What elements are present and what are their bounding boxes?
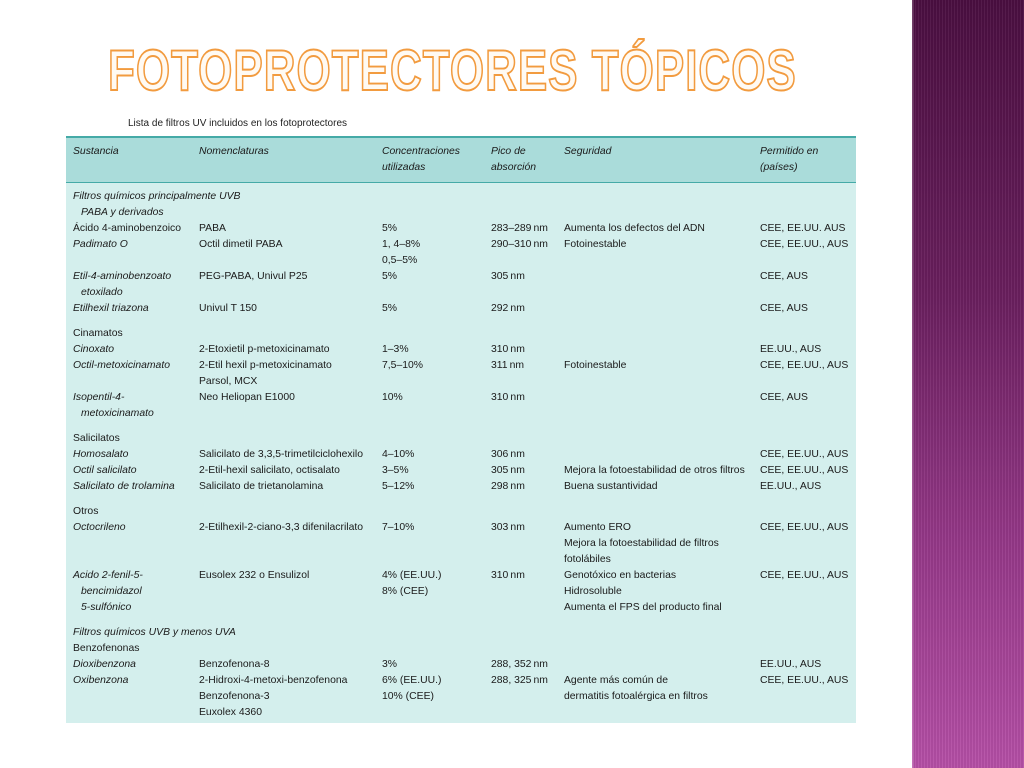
cell-substance <box>66 390 199 422</box>
cell-substance <box>66 237 199 269</box>
table-row <box>66 657 856 673</box>
cell-text: 2-Etoxietil p-metoxicinamato <box>199 344 330 355</box>
cell-text: EE.UU., AUS <box>760 481 822 492</box>
column-header-text: absorción <box>491 162 537 173</box>
cell-text: 306 nm <box>491 449 525 460</box>
cell-text: Salicilato de trolamina <box>73 481 175 492</box>
cell-permitted <box>760 447 856 463</box>
column-header-concentration <box>382 144 491 182</box>
cell-nomenclature <box>199 463 382 479</box>
cell-text: 8% (CEE) <box>382 586 429 597</box>
cell-text: CEE, EE.UU., AUS <box>760 360 849 371</box>
section-heading: Filtros químicos UVB y menos UVA <box>73 627 236 638</box>
filter-family <box>66 504 856 616</box>
cell-text: EE.UU., AUS <box>760 659 822 670</box>
cell-text: Ácido 4-aminobenzoico <box>73 223 182 234</box>
table-row <box>66 342 856 358</box>
column-header-text: utilizadas <box>382 162 426 173</box>
cell-substance <box>66 221 199 237</box>
cell-nomenclature <box>199 479 382 495</box>
cell-substance <box>66 463 199 479</box>
cell-substance <box>66 269 199 301</box>
column-header-text: Concentraciones <box>382 146 460 157</box>
cell-nomenclature <box>199 568 382 616</box>
column-header-permitted <box>760 144 856 182</box>
cell-peak <box>491 301 564 317</box>
column-header-text: Pico de <box>491 146 526 157</box>
cell-permitted <box>760 479 856 495</box>
cell-peak <box>491 237 564 269</box>
cell-nomenclature <box>199 269 382 301</box>
cell-text: CEE, EE.UU., AUS <box>760 675 849 686</box>
cell-safety <box>564 673 760 721</box>
cell-permitted <box>760 221 856 237</box>
cell-text: 288, 352 nm <box>491 659 548 670</box>
cell-text: Dioxibenzona <box>73 659 136 670</box>
cell-text: 303 nm <box>491 522 525 533</box>
column-header-text: Sustancia <box>73 146 119 157</box>
table-row <box>66 568 856 616</box>
cell-substance <box>66 520 199 568</box>
uv-filters-table <box>66 136 856 723</box>
cell-text: 283–289 nm <box>491 223 548 234</box>
filter-family <box>66 205 856 317</box>
cell-text: 6% (EE.UU.) <box>382 675 442 686</box>
cell-safety <box>564 221 760 237</box>
cell-concentration <box>382 269 491 301</box>
cell-text: 3–5% <box>382 465 409 476</box>
column-header-text: Nomenclaturas <box>199 146 269 157</box>
cell-text: Isopentil-4- <box>73 392 125 403</box>
cell-substance <box>66 657 199 673</box>
family-heading: Otros <box>73 506 99 517</box>
table-section <box>66 625 856 721</box>
cell-text: 10% <box>382 392 403 403</box>
cell-text: dermatitis fotoalérgica en filtros <box>564 691 708 702</box>
cell-concentration <box>382 301 491 317</box>
table-caption: Lista de filtros UV incluidos en los fotoprotectores <box>128 118 347 129</box>
family-heading: PABA y derivados <box>81 207 164 218</box>
cell-text: 2-Etil-hexil salicilato, octisalato <box>199 465 340 476</box>
column-header-peak <box>491 144 564 182</box>
cell-concentration <box>382 342 491 358</box>
cell-permitted <box>760 568 856 616</box>
cell-text: etoxilado <box>81 287 123 298</box>
cell-text: 298 nm <box>491 481 525 492</box>
cell-nomenclature <box>199 657 382 673</box>
cell-text: Hidrosoluble <box>564 586 622 597</box>
cell-peak <box>491 390 564 422</box>
table-row <box>66 358 856 390</box>
cell-text: metoxicinamato <box>81 408 154 419</box>
cell-concentration <box>382 568 491 616</box>
cell-safety <box>564 447 760 463</box>
cell-peak <box>491 657 564 673</box>
cell-peak <box>491 520 564 568</box>
cell-safety <box>564 390 760 422</box>
column-header-text: Seguridad <box>564 146 612 157</box>
cell-text: Agente más común de <box>564 675 668 686</box>
cell-text: CEE, EE.UU., AUS <box>760 522 849 533</box>
cell-text: Mejora la fotoestabilidad de filtros <box>564 538 719 549</box>
cell-substance <box>66 568 199 616</box>
cell-text: 310 nm <box>491 344 525 355</box>
cell-text: Aumenta los defectos del ADN <box>564 223 705 234</box>
table-row <box>66 301 856 317</box>
cell-concentration <box>382 673 491 721</box>
cell-text: CEE, EE.UU., AUS <box>760 465 849 476</box>
cell-text: PEG-PABA, Univul P25 <box>199 271 308 282</box>
cell-peak <box>491 673 564 721</box>
cell-nomenclature <box>199 520 382 568</box>
cell-peak <box>491 479 564 495</box>
cell-safety <box>564 358 760 390</box>
cell-substance <box>66 342 199 358</box>
cell-concentration <box>382 520 491 568</box>
table-header-row <box>66 136 856 183</box>
cell-text: 10% (CEE) <box>382 691 434 702</box>
slide-title: FOTOPROTECTORES TÓPICOS <box>108 39 797 103</box>
table-row <box>66 447 856 463</box>
filter-family <box>66 641 856 721</box>
cell-text: Salicilato de 3,3,5-trimetilciclohexilo <box>199 449 364 460</box>
cell-text: Benzofenona-8 <box>199 659 270 670</box>
cell-text: Mejora la fotoestabilidad de otros filtros <box>564 465 745 476</box>
table-row <box>66 673 856 721</box>
column-header-text: (países) <box>760 162 798 173</box>
cell-concentration <box>382 447 491 463</box>
cell-permitted <box>760 269 856 301</box>
cell-text: 311 nm <box>491 360 525 371</box>
cell-concentration <box>382 390 491 422</box>
cell-permitted <box>760 673 856 721</box>
cell-peak <box>491 447 564 463</box>
cell-nomenclature <box>199 358 382 390</box>
cell-text: 2-Etil hexil p-metoxicinamato <box>199 360 332 371</box>
cell-permitted <box>760 657 856 673</box>
cell-text: 305 nm <box>491 465 525 476</box>
cell-text: CEE, EE.UU., AUS <box>760 239 849 250</box>
cell-text: Oxibenzona <box>73 675 129 686</box>
cell-permitted <box>760 520 856 568</box>
cell-text: 5–12% <box>382 481 415 492</box>
cell-text: 1–3% <box>382 344 409 355</box>
cell-nomenclature <box>199 301 382 317</box>
cell-text: Benzofenona-3 <box>199 691 270 702</box>
cell-text: Aumento ERO <box>564 522 631 533</box>
cell-text: 4–10% <box>382 449 415 460</box>
cell-safety <box>564 301 760 317</box>
cell-text: 0,5–5% <box>382 255 418 266</box>
cell-peak <box>491 463 564 479</box>
cell-text: 2-Hidroxi-4-metoxi-benzofenona <box>199 675 348 686</box>
cell-text: Etilhexil triazona <box>73 303 149 314</box>
table-section <box>66 189 856 616</box>
filter-family <box>66 431 856 495</box>
cell-text: Genotóxico en bacterias <box>564 570 677 581</box>
cell-peak <box>491 342 564 358</box>
family-heading: Cinamatos <box>73 328 123 339</box>
cell-safety <box>564 463 760 479</box>
cell-text: CEE, EE.UU., AUS <box>760 449 849 460</box>
cell-text: 5% <box>382 271 398 282</box>
table-row <box>66 237 856 269</box>
section-heading: Filtros químicos principalmente UVB <box>73 191 241 202</box>
cell-permitted <box>760 301 856 317</box>
cell-concentration <box>382 479 491 495</box>
cell-text: 2-Etilhexil-2-ciano-3,3 difenilacrilato <box>199 522 364 533</box>
cell-nomenclature <box>199 447 382 463</box>
cell-text: 7,5–10% <box>382 360 424 371</box>
cell-text: Octil-metoxicinamato <box>73 360 171 371</box>
cell-text: 310 nm <box>491 570 525 581</box>
cell-text: CEE, EE.UU. AUS <box>760 223 846 234</box>
cell-peak <box>491 221 564 237</box>
cell-text: Salicilato de trietanolamina <box>199 481 324 492</box>
cell-text: Fotoinestable <box>564 239 627 250</box>
cell-text: Aumenta el FPS del producto final <box>564 602 722 613</box>
cell-safety <box>564 479 760 495</box>
cell-text: 7–10% <box>382 522 415 533</box>
cell-safety <box>564 520 760 568</box>
cell-text: Univul T 150 <box>199 303 257 314</box>
cell-nomenclature <box>199 237 382 269</box>
cell-text: Fotoinestable <box>564 360 627 371</box>
cell-text: CEE, EE.UU., AUS <box>760 570 849 581</box>
cell-safety <box>564 237 760 269</box>
cell-safety <box>564 568 760 616</box>
table-row <box>66 390 856 422</box>
cell-text: Octocrileno <box>73 522 126 533</box>
cell-concentration <box>382 237 491 269</box>
cell-substance <box>66 479 199 495</box>
cell-permitted <box>760 237 856 269</box>
cell-text: Octil dimetil PABA <box>199 239 283 250</box>
column-header-substance <box>66 144 199 182</box>
cell-concentration <box>382 358 491 390</box>
family-heading: Benzofenonas <box>73 643 140 654</box>
cell-peak <box>491 568 564 616</box>
cell-text: EE.UU., AUS <box>760 344 822 355</box>
cell-permitted <box>760 390 856 422</box>
cell-text: Cinoxato <box>73 344 115 355</box>
cell-concentration <box>382 221 491 237</box>
cell-safety <box>564 269 760 301</box>
column-header-safety <box>564 144 760 182</box>
cell-text: 5-sulfónico <box>81 602 132 613</box>
cell-text: Padimato O <box>73 239 128 250</box>
cell-nomenclature <box>199 342 382 358</box>
side-decoration-panel <box>912 0 1024 768</box>
cell-text: 305 nm <box>491 271 525 282</box>
cell-nomenclature <box>199 221 382 237</box>
cell-text: 1, 4–8% <box>382 239 421 250</box>
cell-permitted <box>760 342 856 358</box>
cell-substance <box>66 358 199 390</box>
cell-substance <box>66 301 199 317</box>
cell-concentration <box>382 463 491 479</box>
cell-text: Neo Heliopan E1000 <box>199 392 295 403</box>
cell-peak <box>491 358 564 390</box>
table-row <box>66 221 856 237</box>
cell-text: Euxolex 4360 <box>199 707 262 718</box>
cell-safety <box>564 342 760 358</box>
cell-text: 288, 325 nm <box>491 675 548 686</box>
table-row <box>66 520 856 568</box>
cell-text: Acido 2-fenil-5- <box>73 570 143 581</box>
cell-text: fotolábiles <box>564 554 611 565</box>
cell-text: Parsol, MCX <box>199 376 258 387</box>
cell-text: 3% <box>382 659 398 670</box>
cell-text: Buena sustantividad <box>564 481 658 492</box>
cell-substance <box>66 673 199 721</box>
column-header-nomenclature <box>199 144 382 182</box>
family-heading: Salicilatos <box>73 433 120 444</box>
cell-nomenclature <box>199 673 382 721</box>
cell-text: 292 nm <box>491 303 525 314</box>
cell-text: CEE, AUS <box>760 303 808 314</box>
filter-family <box>66 326 856 422</box>
cell-text: 5% <box>382 303 398 314</box>
table-row <box>66 269 856 301</box>
cell-text: 310 nm <box>491 392 525 403</box>
cell-text: Octil salicilato <box>73 465 137 476</box>
table-row <box>66 463 856 479</box>
cell-peak <box>491 269 564 301</box>
cell-permitted <box>760 358 856 390</box>
cell-text: CEE, AUS <box>760 392 808 403</box>
cell-text: 5% <box>382 223 398 234</box>
table-row <box>66 479 856 495</box>
cell-text: 290–310 nm <box>491 239 548 250</box>
cell-text: CEE, AUS <box>760 271 808 282</box>
cell-nomenclature <box>199 390 382 422</box>
cell-text: bencimidazol <box>81 586 142 597</box>
cell-text: 4% (EE.UU.) <box>382 570 442 581</box>
cell-substance <box>66 447 199 463</box>
cell-text: Eusolex 232 o Ensulizol <box>199 570 310 581</box>
cell-concentration <box>382 657 491 673</box>
cell-safety <box>564 657 760 673</box>
cell-permitted <box>760 463 856 479</box>
cell-text: Etil-4-aminobenzoato <box>73 271 172 282</box>
cell-text: Homosalato <box>73 449 129 460</box>
table-body <box>66 183 856 721</box>
column-header-text: Permitido en <box>760 146 819 157</box>
cell-text: PABA <box>199 223 226 234</box>
